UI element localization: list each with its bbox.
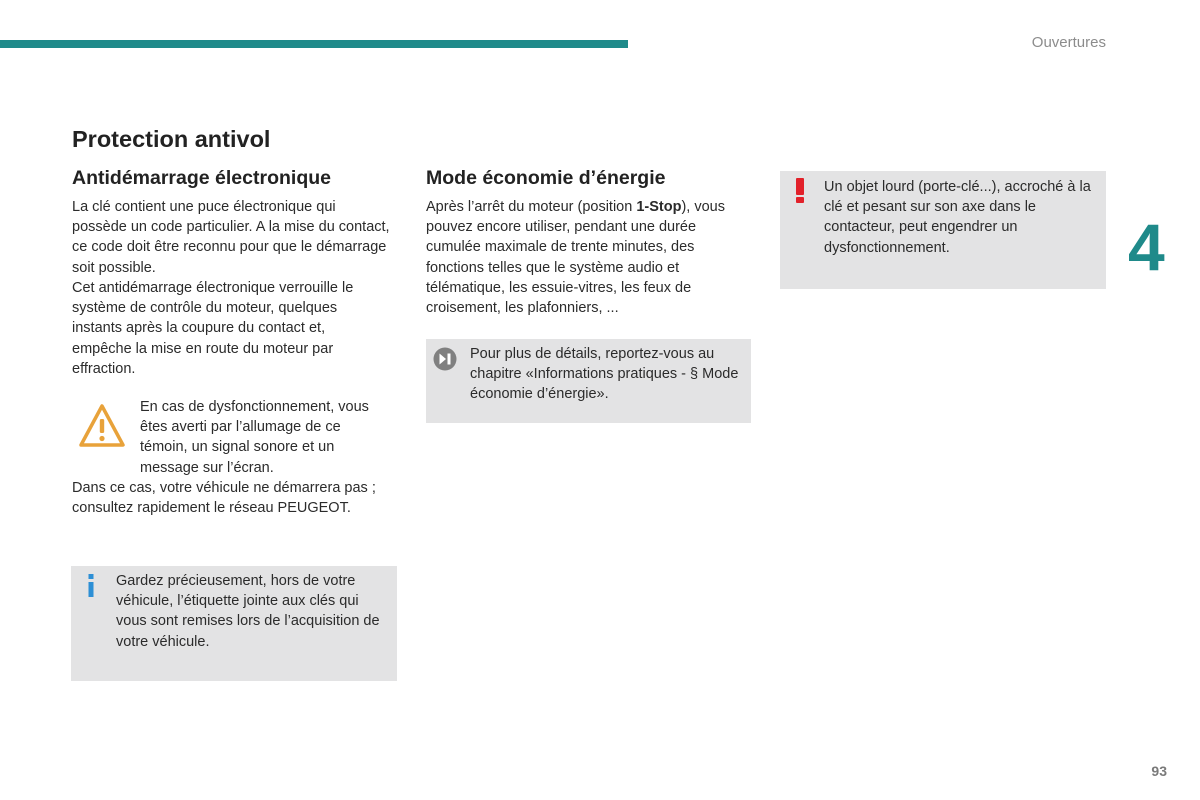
heading-eco-mode: Mode économie d’énergie: [426, 167, 666, 189]
paragraph-contact-network: Dans ce cas, votre véhicule ne démarrera pas ; consultez rapidement le réseau PEUGEOT.: [72, 480, 376, 517]
info-note-text: Gardez précieusement, hors de votre véhicule, l’étiquette jointe aux clés qui vous sont remises lors de l’acquisition de votre véhicule.: [116, 573, 380, 650]
paragraph-key-chip: La clé contient une puce électronique qui possède un code particulier. A la mise du contact, ce code doit être reconnu pour que le démarrage soit possible.: [72, 199, 390, 276]
paragraph-eco-mode: Après l’arrêt du moteur (position 1-Stop), vous pouvez encore utiliser, pendant une durée cumulée maximale de trente minutes, des fonctions telles que le système audio et télématique, les essuie-vitres, les feux de croisement, les plafonniers, ...: [426, 199, 725, 317]
page-title: Protection antivol: [72, 126, 271, 152]
page-number: 93: [1151, 763, 1167, 779]
paragraph-immobilizer: Cet antidémarrage électronique verrouille le système de contrôle du moteur, quelques instants après la coupure du contact et, empêche la mise en route du moteur par effraction.: [72, 280, 354, 377]
warning-triangle-icon: [78, 402, 126, 450]
chapter-number: 4: [1128, 210, 1165, 284]
heading-antidemarrage: Antidémarrage électronique: [72, 167, 331, 189]
section-label: Ouvertures: [1031, 34, 1106, 51]
exclamation-icon: [794, 178, 806, 204]
caution-note-text: Un objet lourd (porte-clé...), accroché à la clé et pesant sur son axe dans le contacteur, peut engendrer un dysfonctionnement.: [824, 179, 1091, 256]
header-accent-bar: [0, 40, 628, 48]
warning-text: En cas de dysfonctionnement, vous êtes averti par l’allumage de ce témoin, un signal sonore et un message sur l’écran.: [140, 399, 369, 476]
info-icon: [86, 574, 98, 598]
skip-forward-icon: [433, 347, 457, 371]
reference-note-text: Pour plus de détails, reportez-vous au chapitre «Informations pratiques - § Mode économie d’énergie».: [470, 346, 739, 403]
